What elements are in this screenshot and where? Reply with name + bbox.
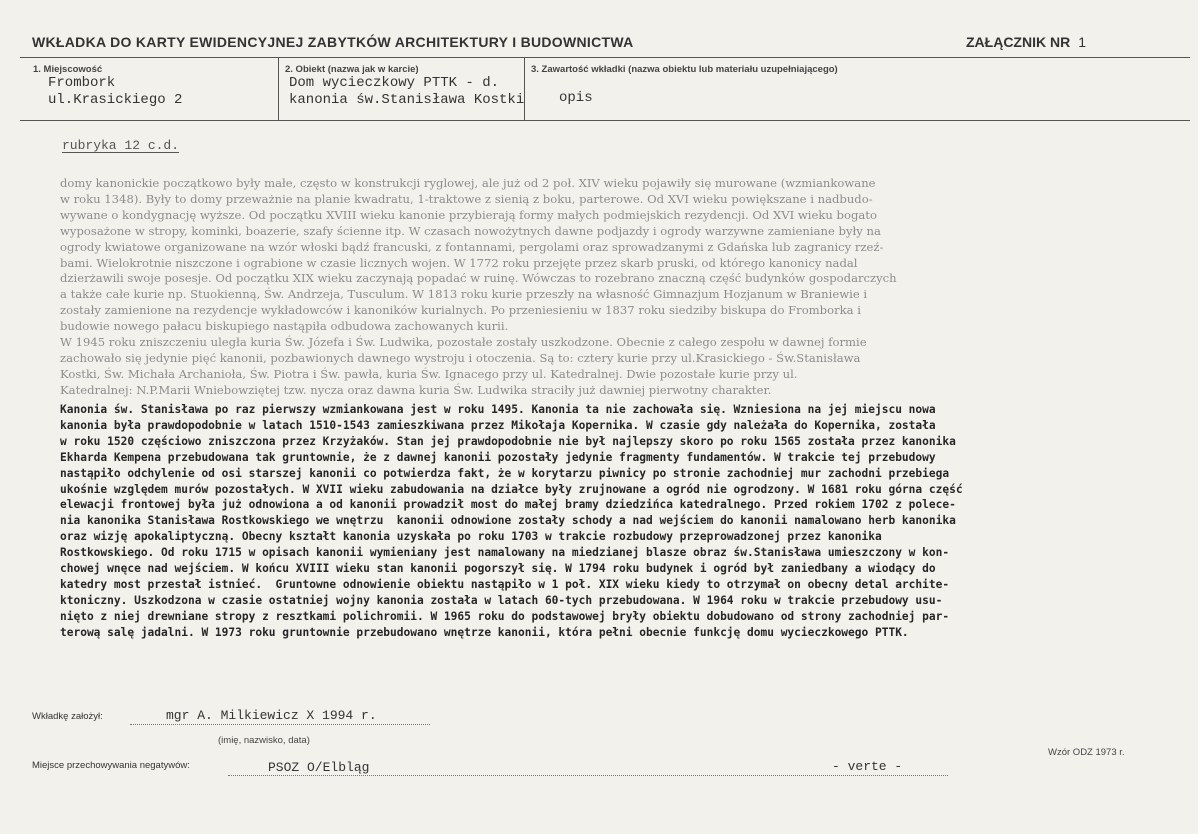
- object-line1: Dom wycieczkowy PTTK - d.: [289, 75, 500, 91]
- field-divider-2: [524, 57, 525, 120]
- contents-label: 3. Zawartość wkładki (nazwa obiektu lub materiału uzupełniającego): [531, 64, 838, 75]
- prepared-dotted-line: [130, 724, 430, 725]
- prepared-hint: (imię, nazwisko, data): [218, 735, 310, 746]
- contents-value: opis: [559, 90, 593, 106]
- prepared-value: mgr A. Milkiewicz X 1994 r.: [166, 708, 377, 723]
- annex-number: 1: [1078, 34, 1087, 50]
- form-template-label: Wzór ODZ 1973 r.: [1048, 747, 1125, 758]
- location-line1: Frombork: [48, 75, 116, 91]
- location-line2: ul.Krasickiego 2: [48, 92, 183, 108]
- rubric-heading: rubryka 12 c.d.: [62, 138, 180, 153]
- location-label: 1. Miejscowość: [33, 64, 103, 75]
- annex-label: [966, 34, 1086, 50]
- object-line2: kanonia św.Stanisława Kostki: [289, 92, 525, 108]
- prepared-label: Wkładkę założył:: [32, 711, 103, 722]
- form-title: WKŁADKA DO KARTY EWIDENCYJNEJ ZABYTKÓW ARCHITEKTURY I BUDOWNICTWA: [32, 34, 634, 50]
- object-label: 2. Obiekt (nazwa jak w karcie): [285, 64, 419, 75]
- storage-dotted-line: [228, 775, 948, 776]
- storage-value: PSOZ O/Elbląg: [268, 760, 370, 775]
- header-rule-bottom: [20, 120, 1190, 121]
- annex-label-text: ZAŁĄCZNIK NR: [966, 34, 1071, 50]
- history-text-dark: Kanonia św. Stanisława po raz pierwszy wzmiankowana jest w roku 1495. Kanonia ta nie zachowała się. Wzniesiona na jej miejscu nowa kanonia była prawdopodobnie w latach 1510-1543 zamieszkiwana przez Mikołaja Kopernika. W czasie gdy należała do Kopernika, została w roku 1520 częściowo zniszczona przez Krzyżaków. Stan jej prawdopodobnie nie był najlepszy skoro po roku 1565 została przez kanonika Ekharda Kempena przebudowana tak gruntownie, że z dawnej kanonii pozostały jedynie fragmenty fundamentów. W trakcie tej przebudowy nastąpiło odchylenie od osi starszej kanonii co potwierdza fakt, że w korytarzu piwnicy po stronie zachodniej mur zachodni przebiega ukośnie względem murów pozostałych. W XVII wieku zabudowania na działce były zrujnowane a ogród nie ogrodzony. W 1681 roku górna część elewacji frontowej była już odnowiona a od kanonii prowadził most do małej bramy dziedzińca katedralnego. Przed rokiem 1702 z polece- nia kanonika Stanisława Rostkowskiego we wnętrzu kanonii odnowione zostały schody a nad wejściem do kanonii namalowano herb kanonika oraz wizję apokaliptyczną. Obecny kształt kanonia uzyskała po roku 1703 w trakcie rozbudowy przeprowadzonej przez kanonika Rostkowskiego. Od roku 1715 w opisach kanonii wymieniany jest namalowany na miedzianej blasze obraz św.Stanisława umieszczony w kon- chowej wnęce nad wejściem. W końcu XVIII wieku stan kanonii pogorszył się. W 1794 roku budynek i ogród był zaniedbany a wiodący do katedry most przestał istnieć. Gruntowne odnowienie obiektu nastąpiło w 1 poł. XIX wieku kiedy to otrzymał on obecny detal archite- ktoniczny. Uszkodzona w czasie ostatniej wojny kanonia została w latach 60-tych przebudowana. W 1964 roku w trakcie przebudowy usu- nięto z niej drewniane stropy z resztkami polichromii. W 1965 roku do podstawowej bryły obiektu dobudowano od strony zachodniej par- terową salę jadalni. W 1973 roku gruntownie przebudowano wnętrze kanonii, która pełni obecnie funkcję domu wycieczkowego PTTK.: [60, 403, 963, 639]
- verte-mark: - verte -: [832, 759, 903, 774]
- field-divider-1: [278, 57, 279, 120]
- header-rule-top: [20, 57, 1190, 58]
- storage-label: Miejsce przechowywania negatywów:: [32, 760, 190, 771]
- history-text-light: domy kanonickie początkowo były małe, często w konstrukcji ryglowej, ale już od 2 poł. XIV wieku pojawiły się murowane (wzmiankowane w roku 1348). Były to domy przeważnie na planie kwadratu, 1-traktowe z sienią z boku, parterowe. Od XVI wieku powiększane i nadbudo- wywane o kondygnację wyższe. Od początku XVIII wieku kanonie przybierają formy małych podmiejskich rezydencji. Od XVI wieku bogato wyposażone w stropy, kominki, boazerie, szafy ścienne itp. W czasach nowożytnych dawne podjazdy i ogrody warzywne zamieniane były na ogrody kwiatowe organizowane na wzór włoski bądź francuski, z fontannami, pergolami oraz sprowadzanymi z Gdańska lub zagranicy rzeź- bami. Wielokrotnie niszczone i ograbione w czasie licznych wojen. W 1772 roku przejęte przez skarb pruski, od którego kanonicy nadal dzierżawili swoje posesje. Od początku XIX wieku zaczynają popadać w ruinę. Wówczas to rozebrano znaczną część budynków gospodarczych a także całe kurie np. Stuokienną, Św. Andrzeja, Tusculum. W 1813 roku kurie przeszły na własność Gimnazjum Hozjanum w Braniewie i zostały zamienione na rezydencje wykładowców i kanoników kurialnych. Po przeniesieniu w 1837 roku siedziby biskupa do Fromborka i budowie nowego pałacu biskupiego nastąpiła odbudowa zachowanych kurii. W 1945 roku zniszczeniu uległa kuria Św. Józefa i Św. Ludwika, pozostałe zostały uszkodzone. Obecnie z całego zespołu w dawnej formie zachowało się jedynie pięć kanonii, pozbawionych dawnego wystroju i otoczenia. Są to: cztery kurie przy ul.Krasickiego - Św.Stanisława Kostki, Św. Michała Archanioła, Św. Piotra i Św. pawła, kuria Św. Ignacego przy ul. Katedralnej. Dwie pozostałe kurie przy ul. Katedralnej: N.P.Marii Wniebowziętej tzw. nycza oraz dawna kuria Św. Ludwika straciły już dawniej pierwotny charakter.: [60, 176, 897, 397]
